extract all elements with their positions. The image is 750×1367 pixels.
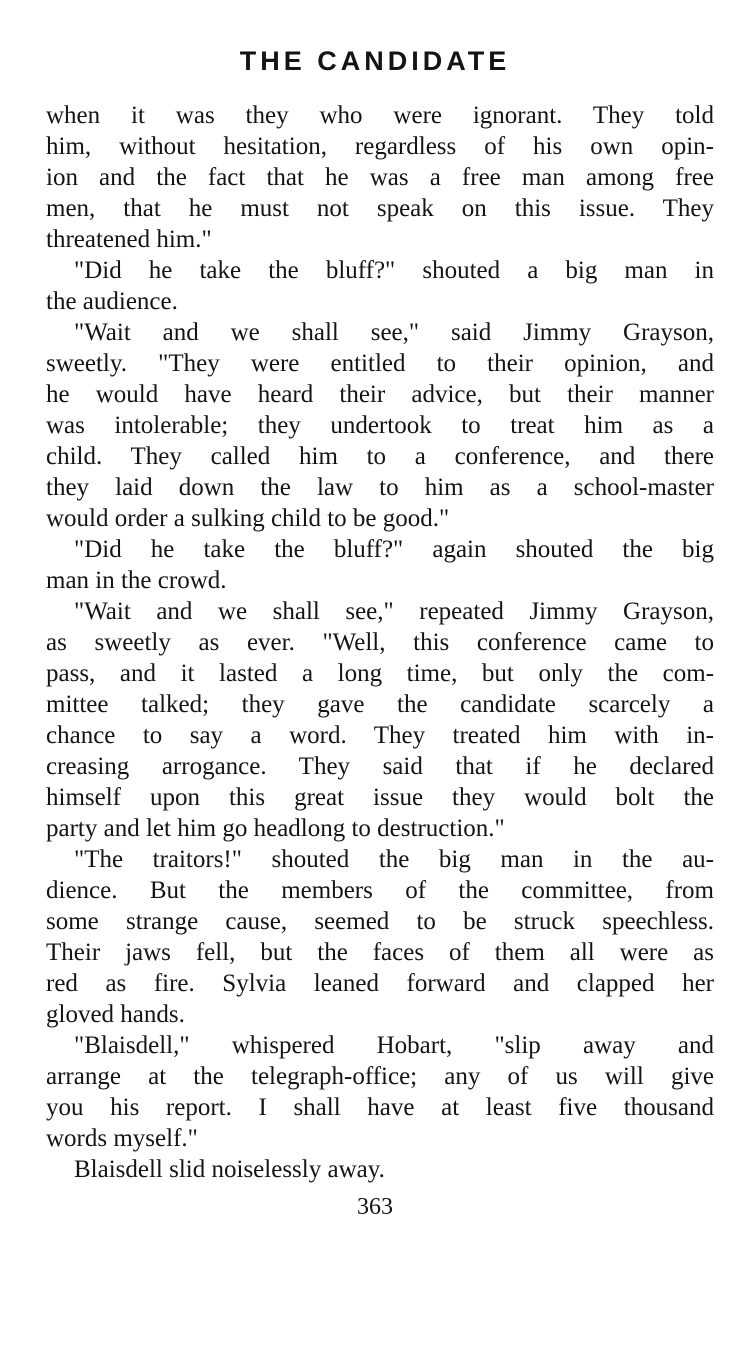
- text-line: sweetly. "They were entitled to their opinion, and: [46, 350, 714, 377]
- text-line: creasing arrogance. They said that if he declared: [46, 753, 714, 780]
- paragraph: [46, 255, 714, 317]
- text-line: was intolerable; they undertook to treat him as a: [46, 412, 714, 439]
- text-line: threatened him.": [46, 226, 212, 253]
- text-line: the audience.: [46, 288, 178, 315]
- paragraph: [46, 317, 714, 534]
- text-line: party and let him go headlong to destruction.": [46, 815, 505, 842]
- text-line: man in the crowd.: [46, 567, 227, 594]
- text-line: arrange at the telegraph-office; any of us will give: [46, 1063, 714, 1090]
- text-line: "Wait and we shall see," repeated Jimmy Grayson,: [74, 598, 714, 625]
- text-line: "The traitors!" shouted the big man in the au-: [74, 846, 714, 873]
- body-text: [46, 100, 714, 1185]
- text-line: Blaisdell slid noiselessly away.: [74, 1156, 385, 1183]
- text-line: gloved hands.: [46, 1001, 185, 1028]
- text-line: you his report. I shall have at least five thousand: [46, 1094, 714, 1121]
- text-line: would order a sulking child to be good.": [46, 505, 450, 532]
- paragraph: [46, 844, 714, 1030]
- text-line: they laid down the law to him as a school-master: [46, 474, 714, 501]
- text-line: he would have heard their advice, but their manner: [46, 381, 714, 408]
- running-head: THE CANDIDATE: [239, 46, 511, 76]
- text-line: some strange cause, seemed to be struck speechless.: [46, 908, 714, 935]
- page-number: 363: [357, 1194, 393, 1220]
- text-line: red as fire. Sylvia leaned forward and clapped her: [46, 970, 714, 997]
- text-line: Their jaws fell, but the faces of them all were as: [46, 939, 714, 966]
- text-line: men, that he must not speak on this issue. They: [46, 195, 714, 222]
- text-line: "Did he take the bluff?" shouted a big man in: [74, 257, 714, 284]
- paragraph: [46, 100, 714, 255]
- text-line: dience. But the members of the committee, from: [46, 877, 714, 904]
- text-line: pass, and it lasted a long time, but only the com-: [46, 660, 714, 687]
- text-line: chance to say a word. They treated him with in-: [46, 722, 714, 749]
- paragraph: [46, 534, 714, 596]
- paragraph: [46, 1154, 714, 1185]
- text-line: when it was they who were ignorant. They told: [46, 102, 714, 129]
- paragraph: [46, 596, 714, 844]
- text-line: as sweetly as ever. "Well, this conference came to: [46, 629, 714, 656]
- paragraph: [46, 1030, 714, 1154]
- text-line: "Wait and we shall see," said Jimmy Grayson,: [74, 319, 714, 346]
- text-line: ion and the fact that he was a free man among free: [46, 164, 714, 191]
- text-line: child. They called him to a conference, and there: [46, 443, 714, 470]
- text-line: him, without hesitation, regardless of his own opin-: [46, 133, 714, 160]
- text-line: himself upon this great issue they would bolt the: [46, 784, 714, 811]
- text-line: mittee talked; they gave the candidate scarcely a: [46, 691, 714, 718]
- text-line: "Blaisdell," whispered Hobart, "slip away and: [74, 1032, 714, 1059]
- text-line: words myself.": [46, 1125, 198, 1152]
- text-line: "Did he take the bluff?" again shouted the big: [74, 536, 714, 563]
